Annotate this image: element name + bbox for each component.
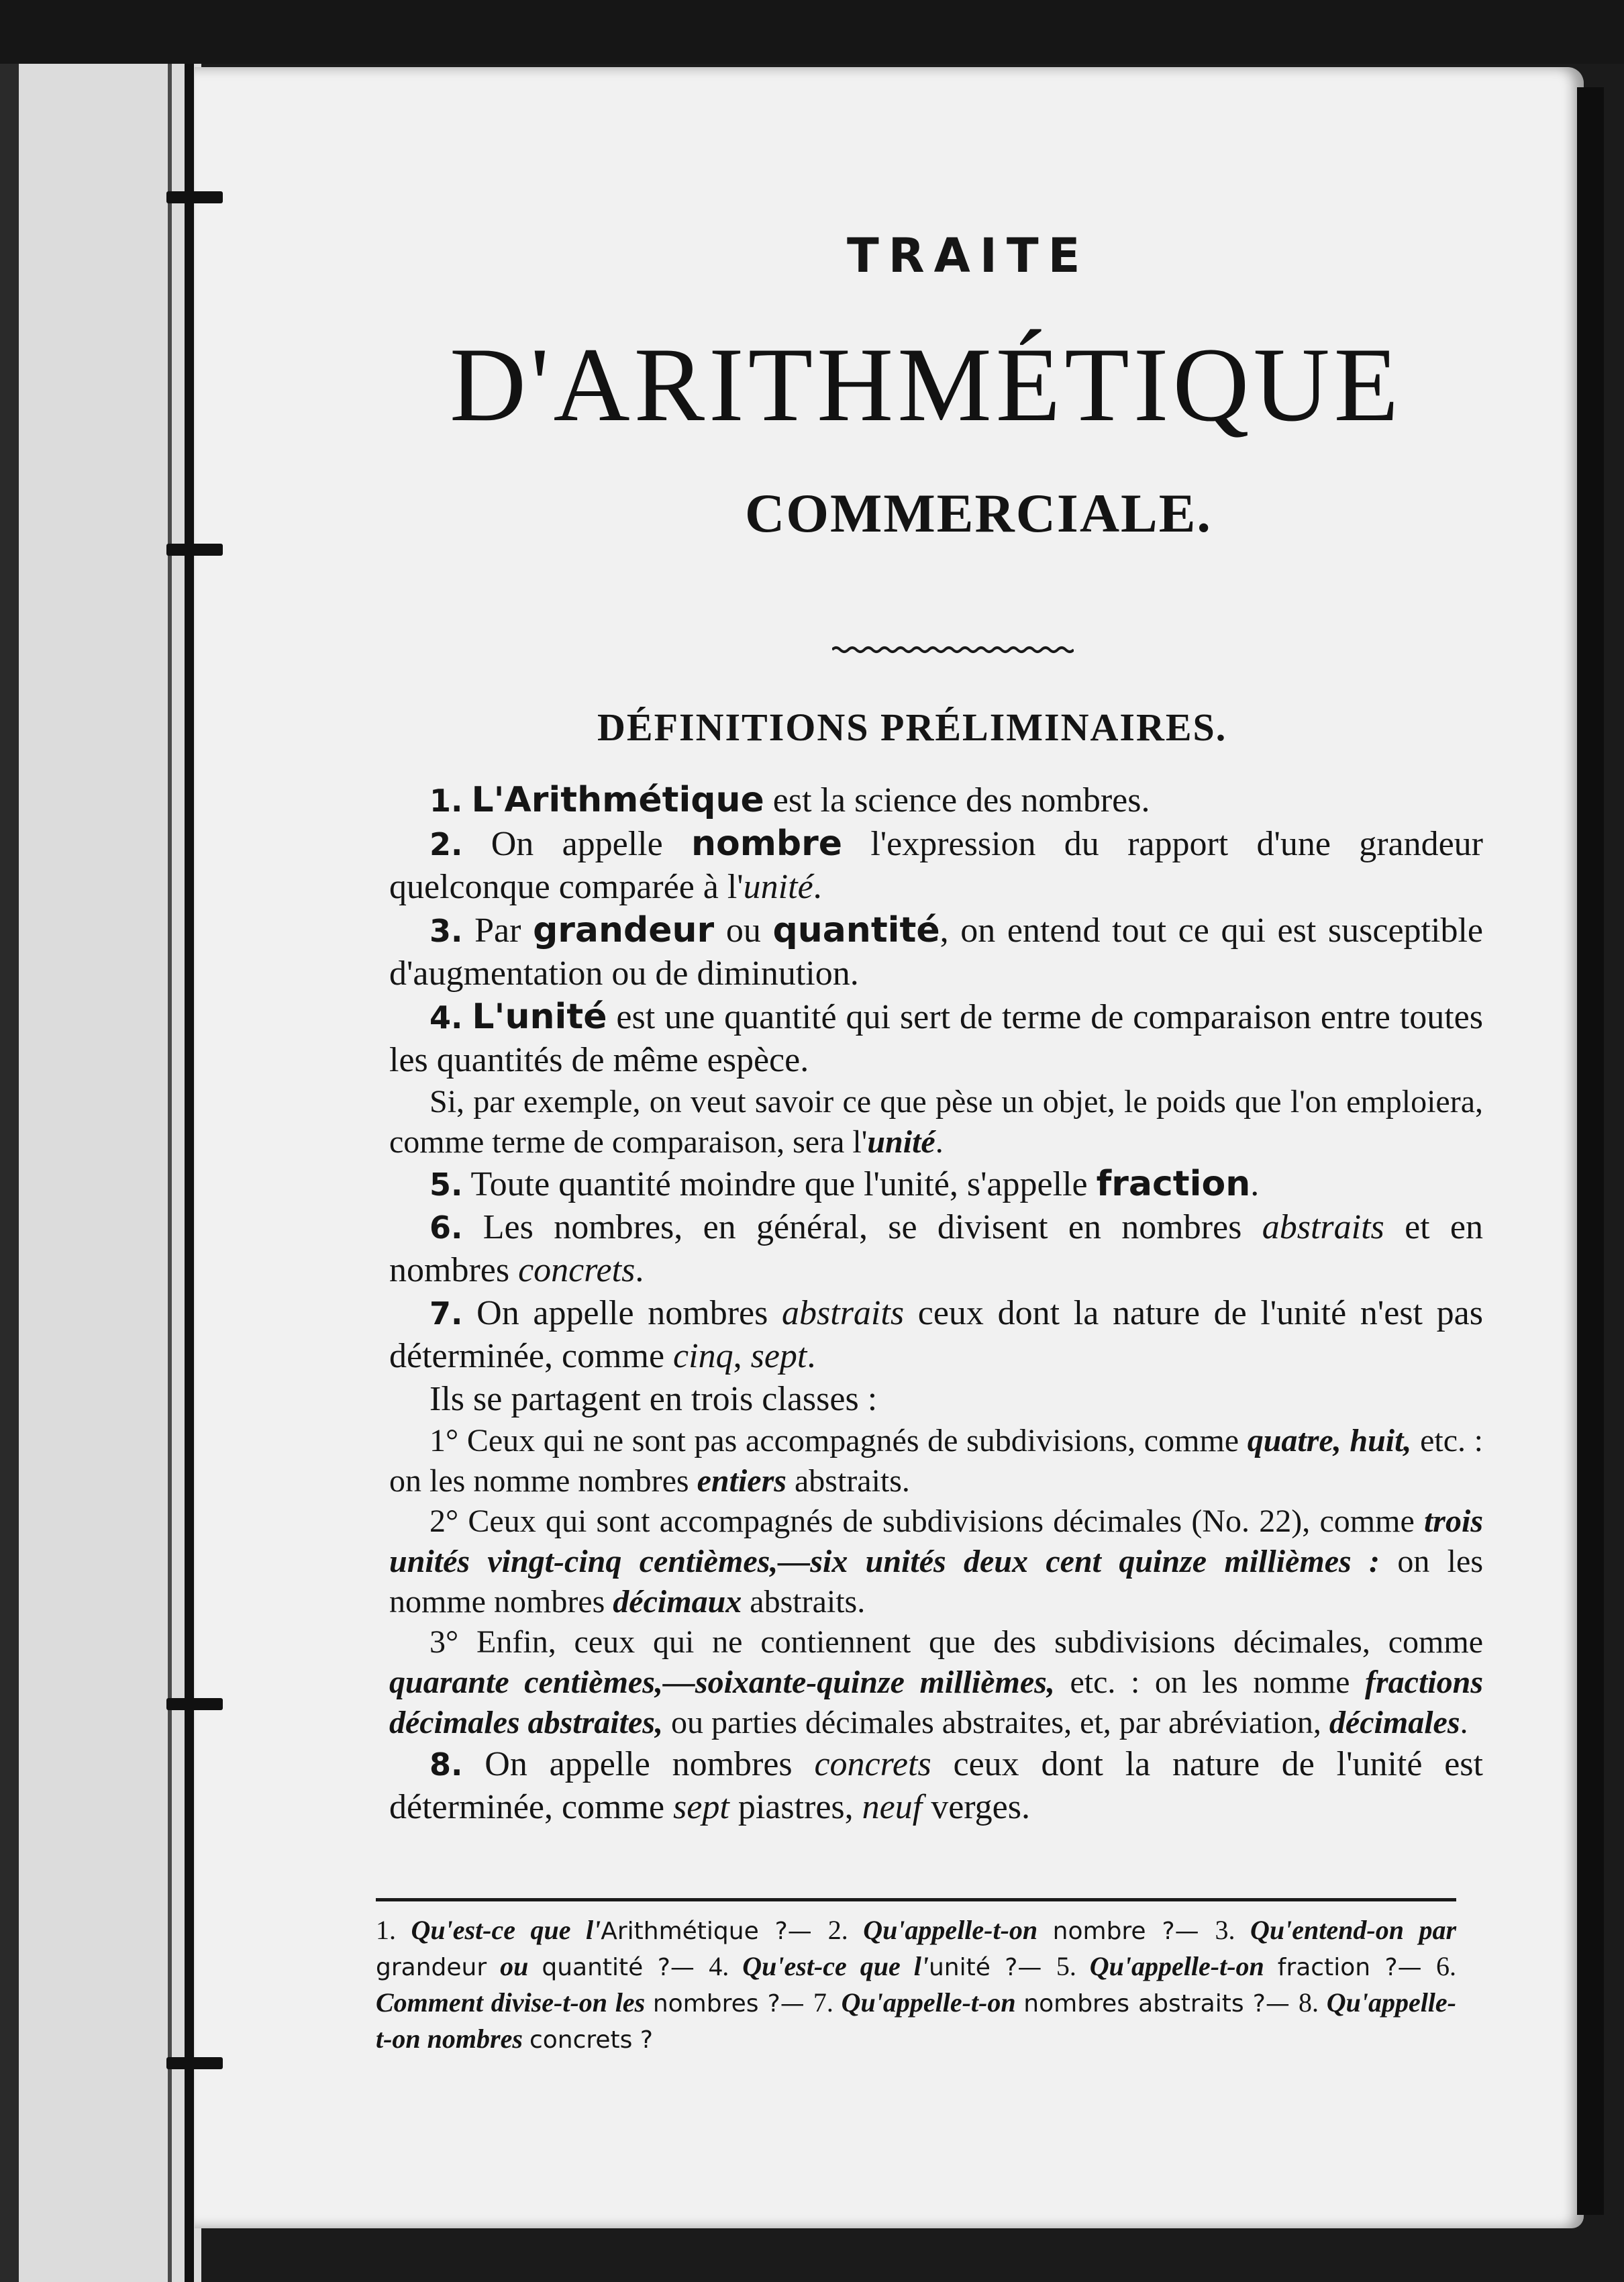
footnote-number: 8. — [1299, 1987, 1319, 2018]
definition-text: , on entend tout ce qui est susceptible d'augmentation ou de diminution. — [389, 911, 1483, 993]
class-number: 1° — [429, 1423, 459, 1458]
class-text: Ceux qui sont accompagnés de subdivisions décimales (No. 22), comme — [458, 1503, 1424, 1539]
definition-number: 4. — [429, 999, 463, 1036]
definition-number: 7. — [429, 1295, 463, 1332]
footnote-questions — [376, 1913, 1456, 2058]
definition-text: On appelle — [462, 825, 691, 863]
definition-4 — [389, 995, 1483, 1082]
binding-stitch — [166, 191, 223, 203]
definition-italic: abstraits — [782, 1294, 905, 1332]
footnote-word: quantité ?— — [542, 1954, 709, 1981]
definition-text: , — [733, 1337, 751, 1375]
class-1 — [389, 1421, 1483, 1501]
class-text: abstraits. — [786, 1463, 910, 1499]
class-3 — [389, 1622, 1483, 1743]
class-text: etc. : on les nomme — [1054, 1665, 1365, 1700]
definition-italic: sept — [750, 1337, 807, 1375]
binding-stitch — [166, 1698, 223, 1710]
example-text: Si, par exemple, on veut savoir ce que pèse un objet, le poids que l'on emploiera, comme terme de comparaison, sera l' — [389, 1084, 1483, 1160]
class-italic: fractions décimales abstraites, — [389, 1665, 1484, 1740]
definition-term: fraction — [1096, 1164, 1251, 1204]
footnote-number: 6. — [1436, 1951, 1457, 1981]
definition-text: . — [635, 1251, 644, 1289]
example-text: . — [935, 1124, 944, 1160]
class-number: 2° — [429, 1503, 459, 1539]
footnote-question: Qu'entend-on par — [1235, 1915, 1457, 1945]
definition-number: 1. — [429, 783, 463, 819]
footnote-number: 2. — [827, 1915, 848, 1945]
footnote-question: Qu'est-ce que l' — [729, 1951, 929, 1981]
definition-text: verges. — [922, 1788, 1030, 1826]
definition-text: Les nombres, en général, se divisent en nombres — [462, 1208, 1262, 1246]
definition-italic: concrets — [518, 1251, 636, 1289]
footnote-word: nombres ?— — [652, 1990, 813, 2018]
definition-number: 6. — [429, 1209, 463, 1246]
class-italic: quatre, huit, — [1247, 1423, 1412, 1458]
footnote-word: concrets ? — [529, 2026, 653, 2054]
definition-1 — [389, 779, 1483, 822]
page-edge-shadow — [1577, 87, 1604, 2215]
definition-number: 2. — [429, 826, 463, 862]
class-italic: quarante centièmes,—soixante-quinze millièmes, — [389, 1665, 1055, 1700]
definition-number: 5. — [429, 1167, 463, 1203]
footnote-question: Qu'appelle-t-on — [833, 1987, 1024, 2018]
definition-7 — [389, 1292, 1483, 1378]
facing-page-edge — [0, 64, 19, 2282]
definition-text: ceux dont la nature de l'unité n'est pas déterminée, comme — [389, 1294, 1483, 1375]
definition-text: Toute quantité moindre que l'unité, s'appelle — [462, 1165, 1097, 1203]
scan-background-top — [0, 0, 1624, 64]
definition-2 — [389, 822, 1483, 909]
footnote-word: Arithmétique ?— — [601, 1918, 828, 1945]
definition-text: Par — [462, 911, 534, 950]
class-number: 3° — [429, 1624, 459, 1660]
definition-italic: concrets — [814, 1745, 931, 1783]
footnote-number: 3. — [1215, 1915, 1235, 1945]
footnote-word: fraction ?— — [1277, 1954, 1437, 1981]
definition-term: grandeur — [533, 910, 715, 950]
definition-term: quantité — [772, 910, 940, 950]
classes-intro: Ils se partagent en trois classes : — [429, 1380, 878, 1418]
definition-text: . — [1250, 1165, 1260, 1203]
definition-text: On appelle nombres — [462, 1294, 782, 1332]
footnote-number: 7. — [813, 1987, 833, 2018]
title-line-3: COMMERCIALE. — [745, 483, 1212, 544]
footnote-question: Qu'appelle-t-on — [1076, 1951, 1278, 1981]
definition-text: On appelle nombres — [462, 1745, 815, 1783]
definition-term: L'unité — [472, 997, 607, 1037]
definition-number: 8. — [429, 1746, 463, 1783]
definitions-body — [389, 779, 1483, 1829]
footnote-rule — [376, 1898, 1456, 1901]
definition-text: . — [807, 1337, 816, 1375]
definition-text: ou — [714, 911, 773, 950]
definition-6 — [389, 1206, 1483, 1292]
definition-term: L'Arithmétique — [471, 780, 764, 820]
class-text: abstraits. — [742, 1584, 866, 1620]
title-line-1: TRAITE — [847, 228, 1090, 283]
footnote-number: 5. — [1056, 1951, 1076, 1981]
binding-thread — [185, 64, 194, 2282]
footnote-number: 4. — [709, 1951, 729, 1981]
definition-text: . — [813, 868, 822, 906]
definition-5 — [389, 1162, 1483, 1206]
class-text: ou parties décimales abstraites, et, par abréviation, — [662, 1705, 1329, 1740]
definition-number: 3. — [429, 913, 463, 949]
definition-text: piastres, — [729, 1788, 862, 1826]
definition-text: et en nombres — [389, 1208, 1484, 1289]
example-italic: unité — [867, 1124, 935, 1160]
definition-italic: neuf — [862, 1788, 923, 1826]
definition-8 — [389, 1743, 1483, 1829]
definition-italic: unité — [743, 868, 813, 906]
definition-term: nombre — [691, 824, 843, 864]
class-italic: trois unités vingt-cinq centièmes,—six unités deux cent quinze millièmes : — [389, 1503, 1483, 1579]
footnote-word: nombre ?— — [1052, 1918, 1215, 1945]
definition-3 — [389, 909, 1483, 995]
definition-text: ceux dont la nature de l'unité est déterminée, comme — [389, 1745, 1483, 1826]
binding-stitch — [166, 2057, 223, 2069]
class-text: Ceux qui ne sont pas accompagnés de subdivisions, comme — [458, 1423, 1248, 1458]
binding-gutter — [168, 64, 172, 2282]
definition-italic: sept — [673, 1788, 729, 1826]
definition-text: est une quantité qui sert de terme de comparaison entre toutes les quantités de même espèce. — [389, 998, 1483, 1079]
binding-stitch — [166, 544, 223, 556]
class-text: . — [1460, 1705, 1468, 1740]
footnote-question: ou — [487, 1951, 542, 1981]
footnote-question: Qu'appelle-t-on — [848, 1915, 1053, 1945]
definition-example — [389, 1082, 1483, 1162]
definition-text: est la science des nombres. — [764, 781, 1150, 820]
decorative-wavy-rule — [832, 644, 1074, 655]
class-italic: décimaux — [613, 1584, 742, 1620]
footnote-question: Comment divise-t-on les — [376, 1987, 653, 2018]
class-italic: décimales — [1329, 1705, 1460, 1740]
class-italic: entiers — [697, 1463, 786, 1499]
definition-italic: cinq — [673, 1337, 733, 1375]
footnote-word: unité ?— — [928, 1954, 1056, 1981]
title-line-2: D'ARITHMÉTIQUE — [450, 326, 1403, 444]
section-heading: DÉFINITIONS PRÉLIMINAIRES. — [597, 705, 1227, 749]
class-text: on les nomme nombres — [389, 1544, 1484, 1620]
footnote-number: 1. — [376, 1915, 396, 1945]
footnote-question: Qu'est-ce que l' — [411, 1915, 601, 1945]
class-text: Enfin, ceux qui ne contiennent que des subdivisions décimales, comme — [458, 1624, 1483, 1660]
footnote-word: nombres abstraits ?— — [1023, 1990, 1299, 2018]
definition-italic: abstraits — [1262, 1208, 1384, 1246]
class-2 — [389, 1501, 1483, 1622]
footnote-question: Qu'appelle-t-on nombres — [376, 1987, 1456, 2054]
footnote-word: grandeur — [376, 1954, 487, 1981]
class-text: etc. : on les nomme nombres — [389, 1423, 1483, 1499]
definition-text: l'expression du rapport d'une grandeur quelconque comparée à l' — [389, 825, 1483, 906]
